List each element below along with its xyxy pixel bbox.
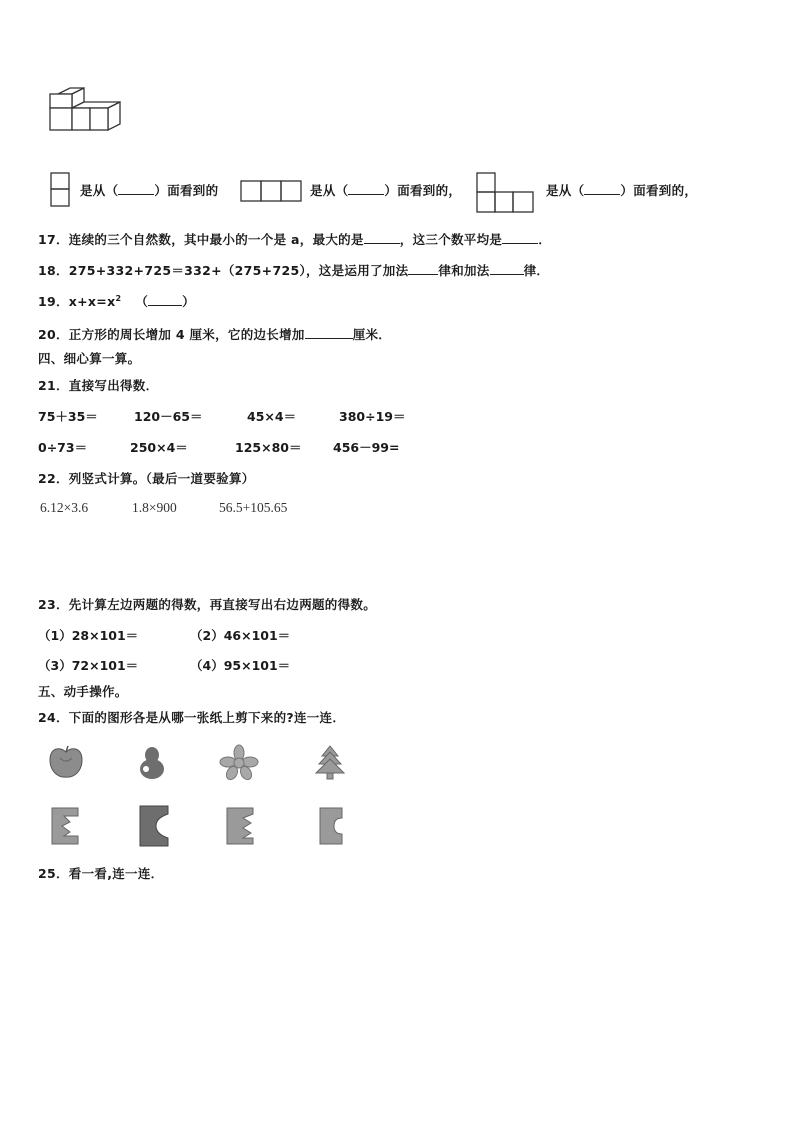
q22-item: 56.5+105.65 [219,500,288,515]
apple-shape-icon [48,744,84,780]
answer-blank[interactable] [502,243,538,244]
q22-item: 1.8×900 [132,500,177,515]
question-24-title: 24．下面的图形各是从哪一张纸上剪下来的?连一连． [38,710,346,725]
q21-item: 120－65＝ [134,409,203,424]
question-22-title: 22．列竖式计算。（最后一道要验算） [38,471,255,486]
answer-blank[interactable] [148,305,182,306]
paper-piece-4-icon [318,806,348,846]
answer-blank[interactable] [348,194,384,195]
q21-item: 456－99= [333,440,400,455]
answer-blank[interactable] [490,274,524,275]
q21-item: 45×4＝ [247,409,297,424]
paper-piece-2-icon [138,804,170,848]
question-25-title: 25．看一看,连一连． [38,866,164,881]
question-20: 20．正方形的周长增加 4 厘米，它的边长增加 厘米． [38,327,392,342]
q22-item: 6.12×3.6 [40,500,89,515]
question-17: 17．连续的三个自然数，其中最小的一个是 a，最大的是 ，这三个数平均是 ． [38,232,552,247]
answer-blank[interactable] [408,274,438,275]
q16-view-3-text: 是从（ ）面看到的， [546,183,698,198]
question-19: 19．$x+x=x^2$ （ ） [38,293,195,309]
q23-item: （2）46×101＝ [190,628,291,643]
q23-item: （3）72×101＝ [38,658,139,673]
q21-item: 250×4＝ [130,440,188,455]
answer-blank[interactable] [305,338,353,339]
cube-stack-figure [44,88,124,144]
q23-item: （1）28×101＝ [38,628,139,643]
paper-piece-1-icon [50,806,80,846]
section-5-heading: 五、动手操作。 [38,684,128,699]
q21-item: 125×80＝ [235,440,302,455]
view-shape-vertical-two [50,172,70,208]
flower-shape-icon [220,744,258,780]
view-shape-horizontal-three [240,180,302,204]
q23-item: （4）95×101＝ [190,658,291,673]
q21-item: 380÷19＝ [339,409,406,424]
q16-view-1-text: 是从（ ）面看到的 [80,183,219,198]
view-shape-l-four [476,172,538,214]
answer-blank[interactable] [364,243,400,244]
paper-piece-3-icon [225,806,255,846]
question-21-title: 21．直接写出得数． [38,378,159,393]
q21-item: 0÷73＝ [38,440,88,455]
q16-view-2-text: 是从（ ）面看到的， [310,183,462,198]
answer-blank[interactable] [118,194,154,195]
answer-blank[interactable] [584,194,620,195]
question-18: 18．275+332+725＝332+（275+725），这是运用了加法 律和加法 律． [38,263,550,278]
q21-item: 75＋35＝ [38,409,98,424]
section-4-heading: 四、细心算一算。 [38,351,141,366]
tree-shape-icon [314,744,346,780]
question-23-title: 23．先计算左边两题的得数，再直接写出右边两题的得数。 [38,597,376,612]
gourd-shape-icon [134,744,170,780]
